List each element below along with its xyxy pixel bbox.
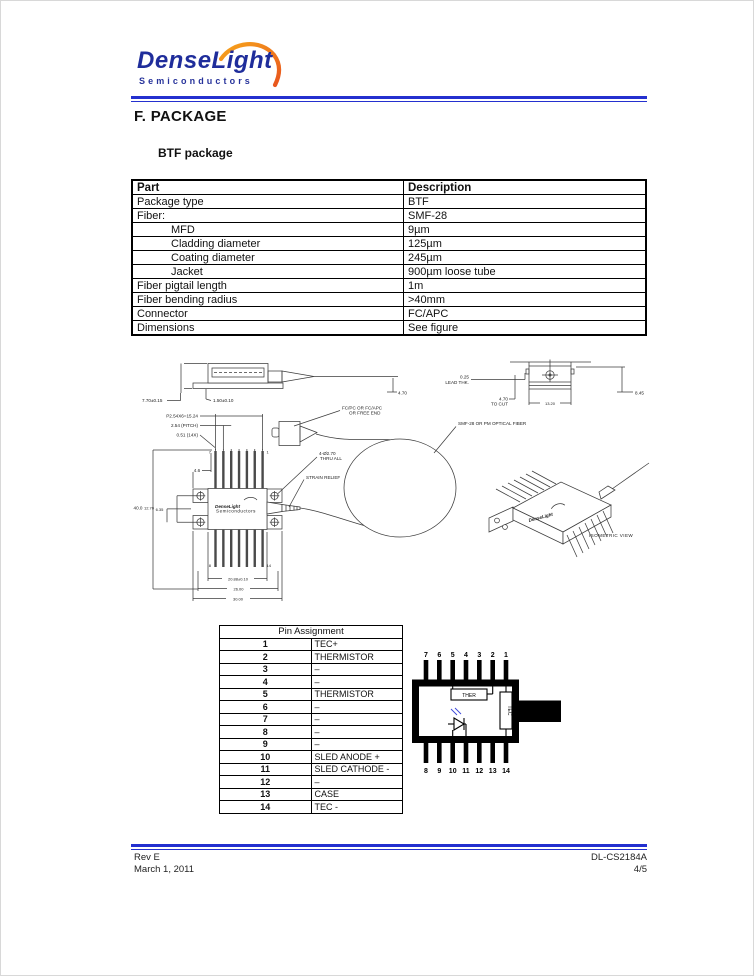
pin-row: [220, 663, 403, 676]
spec-header-part: Part: [132, 180, 404, 195]
pin-number: 6: [220, 701, 312, 714]
spec-part: Dimensions: [132, 321, 404, 336]
end-view: [434, 360, 644, 454]
side-view: [142, 364, 407, 404]
pin-number: 1: [220, 638, 312, 651]
pin-number: 14: [220, 801, 312, 814]
spec-header-desc: Description: [404, 180, 647, 195]
spec-desc: 1m: [404, 279, 647, 293]
dim-hole-half: 6.35: [155, 507, 164, 512]
spec-row: [132, 307, 646, 321]
pin-num-4: 4: [464, 652, 468, 659]
dim-lead-thk-label: LEAD THK.: [445, 380, 469, 385]
pin-number: 8: [220, 726, 312, 739]
pin-function: CASE: [311, 788, 403, 801]
pin-table-title-row: [220, 626, 403, 639]
dim-lead-thk-value: 0.25: [460, 374, 469, 380]
isometric-view-label: ISOMETRIC VIEW: [589, 533, 634, 538]
holes-note-line2: THRU ALL: [320, 456, 342, 461]
pin-row: [220, 751, 403, 764]
spec-desc: 125µm: [404, 237, 647, 251]
spec-desc: FC/APC: [404, 307, 647, 321]
dim-pin-row: P2.54X6=15.24: [166, 413, 198, 419]
footer-left: [134, 852, 194, 876]
spec-row: [132, 237, 646, 251]
spec-desc: 9µm: [404, 223, 647, 237]
pin-function: TEC -: [311, 801, 403, 814]
pin-num-13: 13: [488, 768, 497, 775]
pin-row: [220, 688, 403, 701]
top-view: [134, 406, 456, 602]
fiber-loop: [344, 439, 456, 537]
pin-row: [220, 638, 403, 651]
pin-function: –: [311, 676, 403, 689]
spec-part: Cladding diameter: [132, 237, 404, 251]
fiber-type-note: SMF-28 OR PM OPTICAL FIBER: [458, 421, 527, 426]
dim-end-height: 8.45: [635, 390, 644, 396]
pin-function: THERMISTOR: [311, 651, 403, 664]
pin-row: [220, 713, 403, 726]
spec-part: Connector: [132, 307, 404, 321]
holes-note-line1: 4-Ø2.70: [319, 451, 336, 456]
pin-function: –: [311, 713, 403, 726]
spec-part: Coating diameter: [132, 251, 404, 265]
spec-desc: >40mm: [404, 293, 647, 307]
pin-row: [220, 738, 403, 751]
spec-row: [132, 195, 646, 209]
pin-num-12: 12: [475, 768, 484, 775]
pin-number: 13: [220, 788, 312, 801]
pin-num-11: 11: [462, 768, 470, 775]
pin-num-1: 1: [504, 652, 508, 659]
isometric-view: [489, 463, 649, 557]
pin-number: 12: [220, 776, 312, 789]
logo: [135, 41, 315, 97]
pin-number: 2: [220, 651, 312, 664]
pin-row: [220, 726, 403, 739]
pin-function: –: [311, 701, 403, 714]
logo-subtitle: Semiconductors: [139, 76, 253, 86]
pin-num-9: 9: [437, 768, 442, 775]
footer-page-number: 4/5: [633, 864, 647, 875]
spec-part: Jacket: [132, 265, 404, 279]
spec-row: [132, 223, 646, 237]
pin-num-5: 5: [450, 652, 455, 659]
pin-num-6: 6: [437, 652, 442, 659]
dim-to-cut-label: TO CUT: [490, 401, 508, 407]
dim-pitch: 2.54 (PITCH): [170, 423, 198, 428]
pin-function: –: [311, 663, 403, 676]
dim-body-length: 20.88±0.10: [228, 576, 248, 582]
pin-assignment-table: [219, 625, 403, 814]
pin-number: 9: [220, 738, 312, 751]
pin-num-3: 3: [477, 652, 482, 659]
pin-number: 11: [220, 763, 312, 776]
pin-row: [220, 651, 403, 664]
spec-row: [132, 209, 646, 223]
dim-overall-length: 30.00: [232, 596, 244, 602]
logo-brand: DenseLight: [137, 47, 273, 74]
pin-diagram: [406, 636, 591, 806]
dim-overall-height: 40.0: [133, 505, 143, 511]
spec-part: MFD: [132, 223, 404, 237]
dim-to-cut-value: 4.70: [499, 396, 508, 402]
pin-function: –: [311, 738, 403, 751]
spec-part: Fiber pigtail length: [132, 279, 404, 293]
connector-note-line2: OR FREE END: [349, 410, 381, 416]
spec-header-row: [132, 180, 646, 195]
mini-logo-brand: DenseLight: [215, 504, 241, 509]
pin-number: 10: [220, 751, 312, 764]
pin-label-1: 1: [266, 449, 269, 455]
dim-lead-width: 0.51 (14X): [176, 432, 198, 438]
spec-desc: See figure: [404, 321, 647, 336]
pin-num-7: 7: [424, 652, 428, 659]
spec-desc: 900µm loose tube: [404, 265, 647, 279]
pin-num-10: 10: [448, 768, 457, 775]
iso-logo-brand: DenseLight: [527, 511, 554, 523]
footer-rule: [131, 844, 647, 850]
pin-function: SLED CATHODE -: [311, 763, 403, 776]
page-title: F. PACKAGE: [134, 108, 227, 125]
spec-desc: SMF-28: [404, 209, 647, 223]
dim-side-right: 4.70: [398, 390, 407, 396]
pin-diagram-top-numbers: [424, 652, 508, 659]
pin-row: [220, 676, 403, 689]
dim-gap: 4.6: [193, 467, 201, 473]
dim-flange-length: 26.00: [233, 586, 244, 592]
header-rule: [131, 96, 647, 102]
spec-part: Package type: [132, 195, 404, 209]
pin-number: 7: [220, 713, 312, 726]
dim-end-width: 13.20: [544, 400, 556, 406]
spec-desc: BTF: [404, 195, 647, 209]
pin-number: 3: [220, 663, 312, 676]
strain-relief-note: STRAIN RELIEF: [306, 475, 341, 480]
spec-part: Fiber:: [132, 209, 404, 223]
pin-label-8: 8: [208, 563, 211, 568]
pin-row: [220, 776, 403, 789]
technical-drawing: [131, 349, 656, 611]
pin-function: SLED ANODE +: [311, 751, 403, 764]
pin-row: [220, 788, 403, 801]
spec-row: [132, 279, 646, 293]
dim-side-overall: 7.70±0.15: [142, 398, 163, 403]
section-subtitle: BTF package: [158, 146, 233, 160]
snout: [267, 502, 282, 514]
tec-label: TEC: [506, 705, 512, 716]
pin-num-8: 8: [424, 768, 428, 775]
footer-revision: Rev E: [134, 852, 160, 863]
spec-table: [131, 179, 647, 336]
pin-table-title: Pin Assignment: [220, 626, 403, 639]
pin-number: 4: [220, 676, 312, 689]
pin-diagram-bottom-numbers: [424, 768, 510, 775]
footer-date: March 1, 2011: [134, 864, 195, 875]
pin-num-2: 2: [490, 652, 495, 659]
pin-row: [220, 763, 403, 776]
dim-side-base: 1.50±0.10: [213, 398, 234, 403]
pin-function: THERMISTOR: [311, 688, 403, 701]
spec-row: [132, 251, 646, 265]
pin-row: [220, 801, 403, 814]
pin-label-14: 14: [266, 563, 271, 568]
pin-label-7: 7: [208, 449, 211, 455]
pin-function: TEC+: [311, 638, 403, 651]
spec-part: Fiber bending radius: [132, 293, 404, 307]
fc-connector: [272, 422, 317, 446]
pin-num-14: 14: [502, 768, 510, 775]
thermistor-label: THER: [462, 693, 476, 699]
mini-logo-sub: Semiconductors: [216, 508, 256, 514]
pin-number: 5: [220, 688, 312, 701]
spec-row: [132, 293, 646, 307]
pin-row: [220, 701, 403, 714]
pin-function: –: [311, 726, 403, 739]
footer-doc-number: DL-CS2184A: [591, 852, 647, 863]
dim-hole-spacing: 12.70: [143, 505, 155, 511]
spec-desc: 245µm: [404, 251, 647, 265]
spec-row: [132, 321, 646, 336]
spec-row: [132, 265, 646, 279]
pin-function: –: [311, 776, 403, 789]
footer-right: [447, 852, 647, 876]
connector-note-line1: FC/PC OR FC/APC: [342, 405, 383, 411]
